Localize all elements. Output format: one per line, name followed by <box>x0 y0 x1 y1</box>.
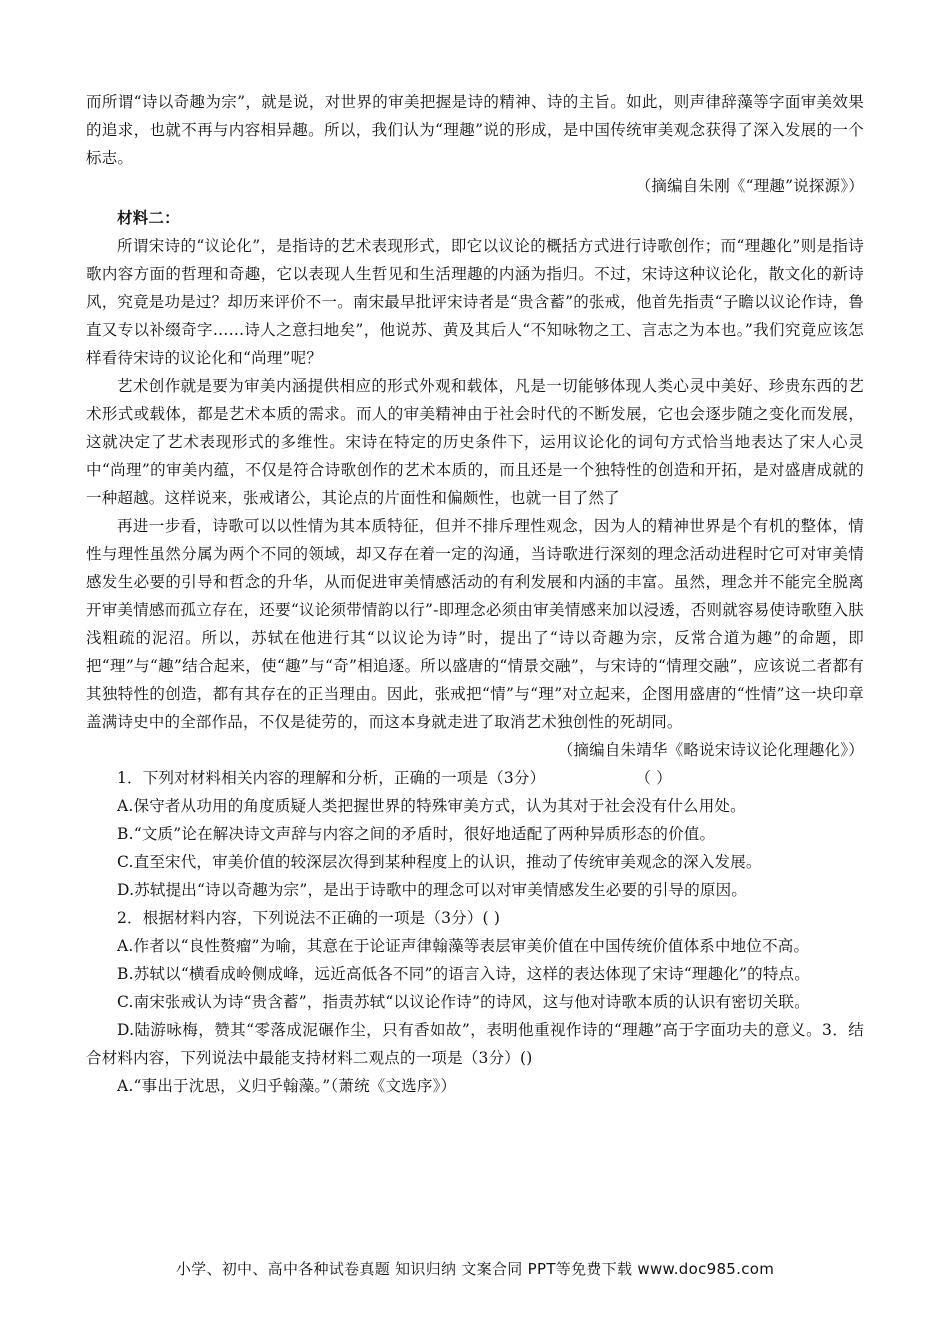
material-2-paragraph-2: 艺术创作就是要为审美内涵提供相应的形式外观和载体，凡是一切能够体现人类心灵中美好、珍贵东西的艺术形式或载体，都是艺术本质的需求。而人的审美精神由于社会时代的不断发展，它也会逐步随之变化而发展，这就决定了艺术表现形式的多维性。宋诗在特定的历史条件下，运用议论化的词句方式恰当地表达了宋人心灵中“尚理”的审美内蕴，不仅是符合诗歌创作的艺术本质的，而且还是一个独特性的创造和开拓，是对盛唐成就的一种超越。这样说来，张戒诸公，其论点的片面性和偏颇性，也就一目了然了 <box>86 377 864 507</box>
question-1-option-d: D.苏轼提出“诗以奇趣为宗”，是出于诗歌中的理念可以对审美情感发生必要的引导的原因。 <box>117 881 748 899</box>
question-2-option-d-and-question-3-stem: D.陆游咏梅，赞其“零落成泥碾作尘，只有香如故”，表明他重视作诗的“理趣”高于字面功夫的意义。3．结合材料内容，下列说法中最能支持材料二观点的一项是（3分）() <box>86 1021 864 1067</box>
question-1-stem <box>86 764 864 792</box>
question-2-option-b: B.苏轼以“横看成岭侧成峰，远近高低各不同”的语言入诗，这样的表达体现了宋诗“理趣化”的特点。 <box>117 965 810 983</box>
material-2-heading: 材料二： <box>117 208 180 227</box>
material-2-paragraph-3: 再进一步看，诗歌可以以性情为其本质特征，但并不排斥理性观念，因为人的精神世界是个有机的整体，情性与理性虽然分属为两个不同的领域，却又存在着一定的沟通，当诗歌进行深刻的理念活动进程时它可对审美情感发生必要的引导和哲念的升华，从而促进审美情感活动的有利发展和内涵的丰富。虽然，理念并不能完全脱离开审美情感而孤立存在，还要“议论须带情韵以行”-即理念必须由审美情感来加以浸透，否则就容易使诗歌堕入肤浅粗疏的泥沼。所以，苏轼在他进行其“以议论为诗”时，提出了“诗以奇趣为宗，反常合道为趣”的命题，即把“理”与“趣”结合起来，使“趣”与“奇”相追逐。所以盛唐的“情景交融”，与宋诗的“情理交融”，应该说二者都有其独特性的创造，都有其存在的正当理由。因此，张戒把“情”与“理”对立起来，企图用盛唐的“性情”这一块印章盖满诗史中的全部作品，不仅是徒劳的，而这本身就走进了取消艺术独创性的死胡同。 <box>86 517 864 731</box>
question-2-option-c: C.南宋张戒认为诗“贵含蓄”，指责苏轼“以议论作诗”的诗风，这与他对诗歌本质的认识有密切关联。 <box>117 993 810 1011</box>
question-2-option-a: A.作者以“良性赘瘤”为喻，其意在于论证声律翰藻等表层审美价值在中国传统价值体系中地位不高。 <box>117 937 810 955</box>
document-body <box>86 88 864 1100</box>
question-2-stem: 2．根据材料内容，下列说法不正确的一项是（3分）( ) <box>117 909 501 927</box>
source-citation-1: （摘编自朱刚《“理趣”说探源》） <box>635 177 864 195</box>
question-1-option-b: B.“文质”论在解决诗文声辞与内容之间的矛盾时，很好地适配了两种异质形态的价值。 <box>117 825 716 843</box>
footer-banner: 小学、初中、高中各种试卷真题 知识归纳 文案合同 PPT等免费下载 www.doc985.com <box>175 1260 775 1278</box>
question-1-text: 1．下列对材料相关内容的理解和分析，正确的一项是（3分） <box>117 769 546 787</box>
question-1-option-a: A.保守者从功用的角度质疑人类把握世界的特殊审美方式，认为其对于社会没有什么用处。 <box>117 797 746 815</box>
question-1-option-c: C.直至宋代，审美价值的较深层次得到某种程度上的认识，推动了传统审美观念的深入发展。 <box>117 853 762 871</box>
source-citation-2: （摘编自朱靖华《略说宋诗议论化理趣化》） <box>557 741 864 759</box>
intro-paragraph: 而所谓“诗以奇趣为宗”，就是说，对世界的审美把握是诗的精神、诗的主旨。如此，则声律辞藻等字面审美效果的追求，也就不再与内容相异趣。所以，我们认为“理趣”说的形成，是中国传统审美观念获得了深入发展的一个标志。 <box>86 93 864 167</box>
question-3-option-a: A.“事出于沈思，义归乎翰藻。”（萧统《文选序》） <box>117 1077 457 1095</box>
question-1-answer-blank: （ ） <box>635 769 672 787</box>
material-2-paragraph-1: 所谓宋诗的“议论化”，是指诗的艺术表现形式，即它以议论的概括方式进行诗歌创作；而“理趣化”则是指诗歌内容方面的哲理和奇趣，它以表现人生哲见和生活理趣的内涵为指归。不过，宋诗这种议论化，散文化的新诗风，究竟是功是过？却历来评价不一。南宋最早批评宋诗者是“贵含蓄”的张戒，他首先指责“子瞻以议论作诗，鲁直又专以补缀奇字……诗人之意扫地矣”，他说苏、黄及其后人“不知咏物之工、言志之为本也。”我们究竟应该怎样看待宋诗的议论化和“尚理”呢？ <box>86 237 864 367</box>
